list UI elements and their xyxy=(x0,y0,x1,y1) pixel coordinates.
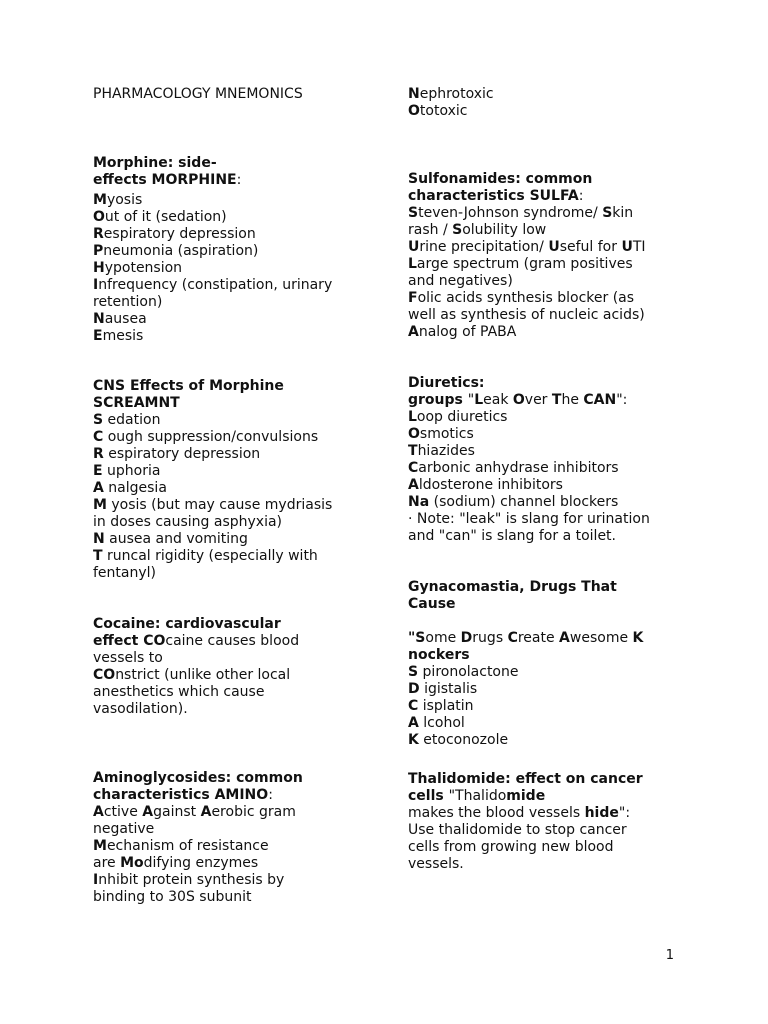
section-heading xyxy=(408,375,680,409)
bold-run: D xyxy=(408,681,420,697)
body-line xyxy=(93,514,378,531)
section-body xyxy=(93,804,378,906)
bold-run: Mo xyxy=(120,855,144,871)
heading-line xyxy=(93,395,378,412)
heading-line xyxy=(408,596,680,613)
text-run: retention) xyxy=(93,294,163,310)
text-run: olic acids synthesis blocker (as xyxy=(417,290,635,306)
text-run: igistalis xyxy=(419,681,478,697)
bold-run: CO xyxy=(93,667,116,683)
body-line xyxy=(408,222,680,239)
text-run: nalog of PABA xyxy=(418,324,517,340)
text-run: ypotension xyxy=(104,260,183,276)
bold-run: T xyxy=(408,443,418,459)
body-line xyxy=(93,855,378,872)
bold-run: A xyxy=(93,804,104,820)
text-run: totoxic xyxy=(419,103,468,119)
text-run: neumonia (aspiration) xyxy=(103,243,259,259)
body-line xyxy=(408,443,680,460)
text-run: ": xyxy=(618,805,631,821)
bold-run: L xyxy=(474,392,484,408)
text-run: vessels to xyxy=(93,650,163,666)
body-line xyxy=(93,565,378,582)
page-number: 1 xyxy=(665,948,674,963)
bold-run: N xyxy=(93,311,105,327)
heading-line xyxy=(408,771,680,788)
text-run: difying enzymes xyxy=(143,855,259,871)
text-run: ough suppression/convulsions xyxy=(103,429,319,445)
bold-run: Morphine: side- xyxy=(93,155,217,171)
text-run: ausea xyxy=(104,311,147,327)
body-line xyxy=(408,256,680,273)
bold-run: CO xyxy=(143,633,166,649)
body-line xyxy=(408,426,680,443)
text-run: ": xyxy=(616,392,628,408)
heading-line xyxy=(408,579,680,596)
body-line xyxy=(408,698,680,715)
bold-run: O xyxy=(93,209,105,225)
bold-run: A xyxy=(142,804,154,820)
body-line xyxy=(93,497,378,514)
body-line xyxy=(408,805,680,822)
section-heading xyxy=(408,771,680,805)
text-run: espiratory depression xyxy=(103,446,261,462)
bold-run: "S xyxy=(408,630,426,646)
text-run: isplatin xyxy=(418,698,474,714)
section-gynacomastia xyxy=(408,579,680,749)
text-run: ver xyxy=(524,392,552,408)
body-line xyxy=(408,732,680,749)
left-sections xyxy=(93,155,378,906)
text-run: oop diuretics xyxy=(416,409,508,425)
text-run: seful for xyxy=(559,239,622,255)
bold-run: R xyxy=(93,446,104,462)
text-run: uphoria xyxy=(102,463,161,479)
text-run: yosis (but may cause mydriasis xyxy=(106,497,333,513)
bold-run: A xyxy=(200,804,212,820)
body-line xyxy=(408,822,680,839)
body-line xyxy=(93,192,378,209)
body-line xyxy=(93,412,378,429)
text-run: and "can" is slang for a toilet. xyxy=(408,528,616,544)
bold-run: Gynacomastia, Drugs That xyxy=(408,579,617,595)
text-run: eak xyxy=(483,392,513,408)
text-run: (sodium) channel blockers xyxy=(429,494,619,510)
body-line xyxy=(93,260,378,277)
left-column xyxy=(93,86,378,906)
section-body xyxy=(408,409,680,545)
bold-run: Aminoglycosides: common xyxy=(93,770,303,786)
body-line xyxy=(93,277,378,294)
body-line xyxy=(93,480,378,497)
body-line xyxy=(93,889,378,906)
body-line xyxy=(408,273,680,290)
text-run: runcal rigidity (especially with xyxy=(102,548,318,564)
body-line xyxy=(408,613,680,630)
section-cns-effects-morphine xyxy=(93,378,378,582)
bold-run: K xyxy=(632,630,644,646)
document-title xyxy=(93,86,378,103)
body-line xyxy=(93,838,378,855)
text-run: : xyxy=(578,188,584,204)
section-body xyxy=(408,205,680,341)
text-run: fentanyl) xyxy=(93,565,156,581)
section-body xyxy=(408,805,680,873)
body-line xyxy=(408,647,680,664)
body-line xyxy=(408,103,680,120)
body-line xyxy=(408,664,680,681)
text-run: pironolactone xyxy=(418,664,519,680)
text-run: vessels. xyxy=(408,856,464,872)
text-run: caine causes blood xyxy=(165,633,300,649)
bold-run: A xyxy=(408,477,419,493)
text-run: echanism of resistance xyxy=(106,838,269,854)
text-run: arge spectrum (gram positives xyxy=(416,256,633,272)
bold-run: A xyxy=(93,480,104,496)
text-run: TI xyxy=(632,239,646,255)
bold-run: CNS Effects of Morphine xyxy=(93,378,284,394)
text-run: etoconozole xyxy=(418,732,509,748)
section-heading xyxy=(93,770,378,804)
bold-run: Thalidomide: effect on cancer xyxy=(408,771,643,787)
text-run: anesthetics which cause xyxy=(93,684,265,700)
bold-run: K xyxy=(408,732,419,748)
text-run: · Note: "leak" is slang for urination xyxy=(408,511,650,527)
bold-run: A xyxy=(408,324,419,340)
text-run: ldosterone inhibitors xyxy=(418,477,563,493)
body-line xyxy=(93,684,378,701)
text-run: rash / xyxy=(408,222,453,238)
body-line xyxy=(93,209,378,226)
text-run: and negatives) xyxy=(408,273,513,289)
bold-run: U xyxy=(621,239,633,255)
section-thalidomide xyxy=(408,771,680,873)
section-heading xyxy=(93,616,378,650)
heading-line xyxy=(93,378,378,395)
text-run: ephrotoxic xyxy=(419,86,494,102)
bold-run: U xyxy=(408,239,420,255)
bold-run: S xyxy=(452,222,463,238)
bold-run: S xyxy=(602,205,613,221)
bold-run: Cocaine: cardiovascular xyxy=(93,616,281,632)
text-run: he xyxy=(561,392,584,408)
bold-run: I xyxy=(93,872,99,888)
text-run: binding to 30S subunit xyxy=(93,889,252,905)
section-aminoglycosides xyxy=(93,770,378,906)
section-body xyxy=(408,86,680,120)
body-line xyxy=(408,205,680,222)
bold-run: C xyxy=(507,630,518,646)
heading-line xyxy=(408,375,680,392)
body-line xyxy=(408,839,680,856)
text-run: erobic gram xyxy=(211,804,296,820)
heading-line xyxy=(408,392,680,409)
text-run: nhibit protein synthesis by xyxy=(98,872,285,888)
heading-line xyxy=(93,770,378,787)
heading-line xyxy=(93,172,378,189)
bold-run: O xyxy=(408,103,420,119)
text-run: well as synthesis of nucleic acids) xyxy=(408,307,645,323)
text-run: nfrequency (constipation, urinary xyxy=(98,277,333,293)
bold-run: I xyxy=(93,277,99,293)
text-run: kin xyxy=(612,205,634,221)
bold-run: F xyxy=(408,290,418,306)
section-heading xyxy=(93,155,378,189)
bold-run: M xyxy=(93,497,107,513)
text-run: edation xyxy=(103,412,161,428)
text-run: rine precipitation/ xyxy=(419,239,549,255)
body-line xyxy=(408,86,680,103)
text-run: nstrict (unlike other local xyxy=(115,667,291,683)
bold-run: E xyxy=(93,463,103,479)
heading-line xyxy=(93,155,378,172)
text-run: nalgesia xyxy=(103,480,167,496)
section-heading xyxy=(93,378,378,412)
text-run: are xyxy=(93,855,121,871)
bold-run: groups xyxy=(408,392,468,408)
heading-line xyxy=(93,633,378,650)
bold-run: M xyxy=(93,838,107,854)
text-run: teven-Johnson syndrome/ xyxy=(418,205,603,221)
section-body xyxy=(93,192,378,345)
body-line xyxy=(93,429,378,446)
bold-run: mide xyxy=(506,788,546,804)
heading-line xyxy=(408,788,680,805)
text-run: hiazides xyxy=(417,443,475,459)
body-line xyxy=(408,307,680,324)
heading-line xyxy=(93,616,378,633)
bold-run: effect xyxy=(93,633,144,649)
body-line xyxy=(93,243,378,260)
text-run: mesis xyxy=(102,328,144,344)
right-column xyxy=(408,86,680,873)
body-line xyxy=(408,856,680,873)
bold-run: Diuretics: xyxy=(408,375,485,391)
bold-run: nockers xyxy=(408,647,470,663)
body-line xyxy=(408,494,680,511)
bold-run: E xyxy=(93,328,103,344)
body-line xyxy=(408,460,680,477)
body-line xyxy=(93,328,378,345)
bold-run: H xyxy=(93,260,105,276)
text-run: cells from growing new blood xyxy=(408,839,614,855)
bold-run: O xyxy=(512,392,525,408)
bold-run: U xyxy=(548,239,560,255)
document-title-text: PHARMACOLOGY MNEMONICS xyxy=(93,86,303,102)
body-line xyxy=(408,528,680,545)
bold-run: SCREAMNT xyxy=(93,395,180,411)
text-run: reate xyxy=(517,630,560,646)
text-run: in doses causing asphyxia) xyxy=(93,514,282,530)
bold-run: L xyxy=(408,409,417,425)
bold-run: M xyxy=(93,192,107,208)
text-run: wesome xyxy=(569,630,633,646)
bold-run: Sulfonamides: common xyxy=(408,171,593,187)
bold-run: characteristics AMINO xyxy=(93,787,269,803)
section-diuretics xyxy=(408,375,680,545)
text-run: ome xyxy=(425,630,461,646)
text-run: "Thalido xyxy=(448,788,507,804)
text-run: makes the blood vessels xyxy=(408,805,585,821)
bold-run: N xyxy=(408,86,420,102)
body-line xyxy=(93,821,378,838)
body-line xyxy=(93,463,378,480)
bold-run: T xyxy=(551,392,562,408)
text-run: Use thalidomide to stop cancer xyxy=(408,822,627,838)
text-run: rugs xyxy=(472,630,508,646)
body-line xyxy=(408,681,680,698)
bold-run: CAN xyxy=(583,392,617,408)
section-heading xyxy=(408,579,680,613)
right-sections xyxy=(408,86,680,873)
heading-line xyxy=(408,188,680,205)
text-run xyxy=(408,613,412,629)
section-heading xyxy=(408,171,680,205)
section-body xyxy=(408,613,680,749)
body-line xyxy=(93,446,378,463)
body-line xyxy=(93,667,378,684)
text-run: yosis xyxy=(106,192,143,208)
text-run: smotics xyxy=(419,426,474,442)
bold-run: T xyxy=(93,548,103,564)
heading-line xyxy=(408,171,680,188)
body-line xyxy=(93,650,378,667)
section-right-continuation xyxy=(408,86,680,120)
bold-run: cells xyxy=(408,788,449,804)
text-run: ausea and vomiting xyxy=(104,531,248,547)
section-cocaine-cardiovascular xyxy=(93,616,378,718)
heading-line xyxy=(93,787,378,804)
body-line xyxy=(408,409,680,426)
text-run: olubility low xyxy=(462,222,547,238)
bold-run: Cause xyxy=(408,596,456,612)
bold-run: C xyxy=(408,460,419,476)
body-line xyxy=(93,701,378,718)
bold-run: P xyxy=(93,243,104,259)
bold-run: N xyxy=(93,531,105,547)
text-run: arbonic anhydrase inhibitors xyxy=(418,460,619,476)
text-run: vasodilation). xyxy=(93,701,188,717)
text-run: ut of it (sedation) xyxy=(104,209,227,225)
bold-run: A xyxy=(408,715,419,731)
body-line xyxy=(93,804,378,821)
body-line xyxy=(93,294,378,311)
body-line xyxy=(408,477,680,494)
bold-run: R xyxy=(93,226,104,242)
body-line xyxy=(93,311,378,328)
bold-run: S xyxy=(408,664,419,680)
body-line xyxy=(93,548,378,565)
bold-run: C xyxy=(93,429,104,445)
section-morphine-side-effects xyxy=(93,155,378,345)
body-line xyxy=(408,290,680,307)
text-run: : xyxy=(236,172,242,188)
bold-run: hide xyxy=(584,805,619,821)
text-run: lcohol xyxy=(418,715,465,731)
bold-run: characteristics SULFA xyxy=(408,188,579,204)
text-run: " xyxy=(467,392,475,408)
text-run: gainst xyxy=(153,804,201,820)
body-line xyxy=(93,226,378,243)
body-line xyxy=(408,630,680,647)
bold-run: D xyxy=(460,630,473,646)
text-run: : xyxy=(268,787,273,803)
body-line xyxy=(408,239,680,256)
body-line xyxy=(408,715,680,732)
text-run: negative xyxy=(93,821,155,837)
bold-run: S xyxy=(93,412,104,428)
section-sulfonamides xyxy=(408,171,680,341)
text-run: ctive xyxy=(103,804,143,820)
text-run: espiratory depression xyxy=(103,226,256,242)
bold-run: A xyxy=(559,630,570,646)
body-line xyxy=(408,511,680,528)
bold-run: L xyxy=(408,256,417,272)
section-body xyxy=(93,412,378,582)
bold-run: S xyxy=(408,205,419,221)
bold-run: Na xyxy=(408,494,430,510)
bold-run: O xyxy=(408,426,420,442)
body-line xyxy=(93,872,378,889)
section-body xyxy=(93,650,378,718)
bold-run: effects MORPHINE xyxy=(93,172,237,188)
bold-run: C xyxy=(408,698,419,714)
body-line xyxy=(93,531,378,548)
body-line xyxy=(408,324,680,341)
